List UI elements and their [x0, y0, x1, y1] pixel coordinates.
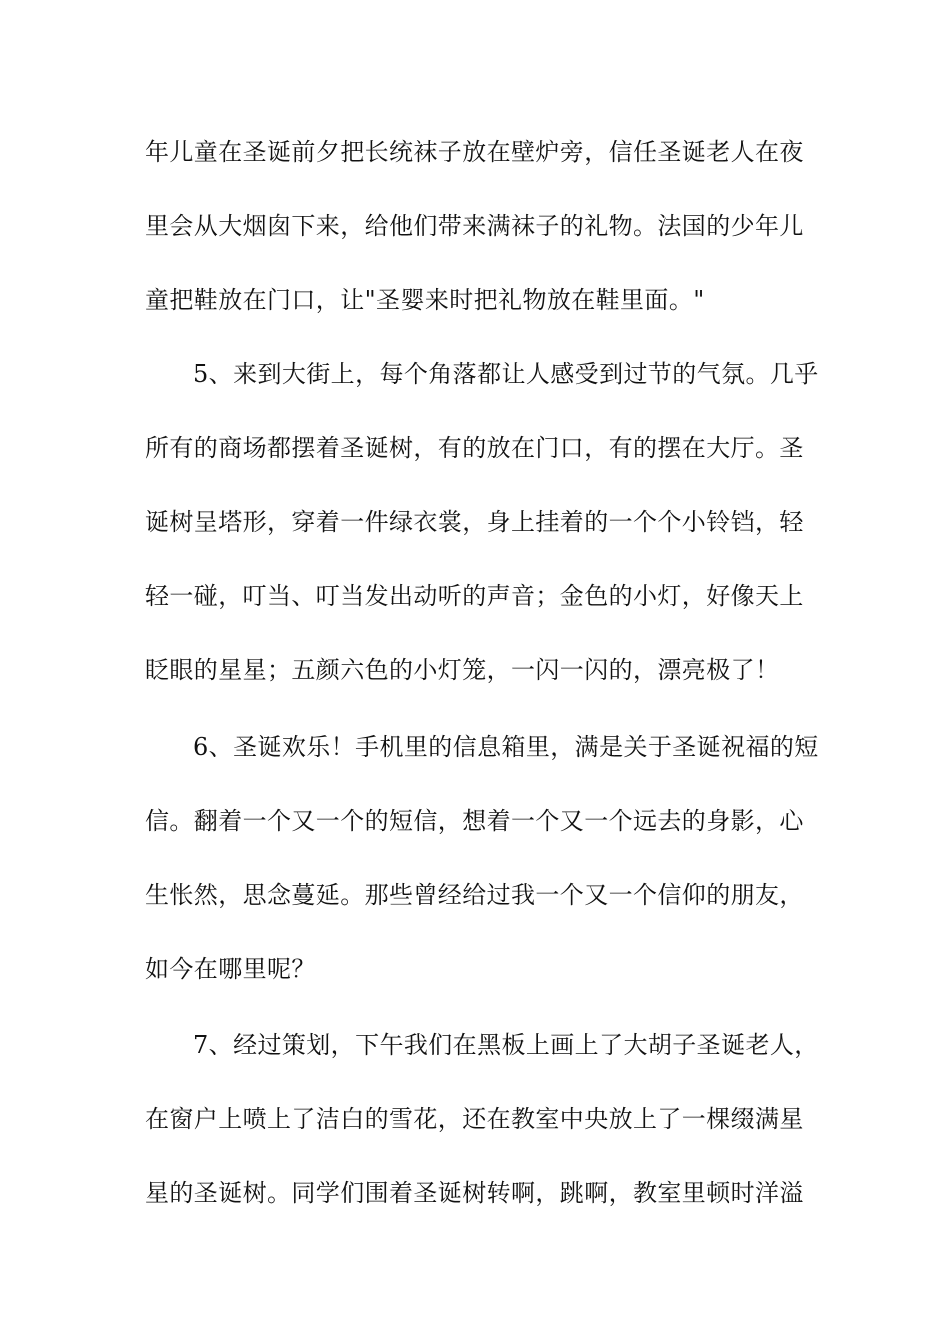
paragraph-7-line-1: 7、经过策划，下午我们在黑板上画上了大胡子圣诞老人， [193, 1031, 819, 1059]
paragraph-6-line-4: 如今在哪里呢？ [145, 955, 316, 983]
paragraph-5-line-5: 眨眼的星星；五颜六色的小灯笼，一闪一闪的，漂亮极了！ [145, 656, 780, 684]
text-line-2: 里会从大烟囱下来，给他们带来满袜子的礼物。法国的少年儿 [145, 212, 804, 240]
paragraph-5-line-2: 所有的商场都摆着圣诞树，有的放在门口，有的摆在大厅。圣 [145, 434, 804, 462]
paragraph-6-line-2: 信。翻着一个又一个的短信，想着一个又一个远去的身影，心 [145, 807, 804, 835]
paragraph-7-line-2: 在窗户上喷上了洁白的雪花，还在教室中央放上了一棵缀满星 [145, 1105, 804, 1133]
paragraph-6-line-1: 6、圣诞欢乐！手机里的信息箱里，满是关于圣诞祝福的短 [193, 733, 819, 761]
text-line-1: 年儿童在圣诞前夕把长统袜子放在壁炉旁，信任圣诞老人在夜 [145, 138, 804, 166]
text-line-3: 童把鞋放在门口，让"圣婴来时把礼物放在鞋里面。" [145, 286, 705, 314]
paragraph-5-line-1: 5、来到大街上，每个角落都让人感受到过节的气氛。几乎 [193, 360, 819, 388]
paragraph-6-line-3: 生怅然，思念蔓延。那些曾经给过我一个又一个信仰的朋友， [145, 881, 804, 909]
paragraph-7-line-3: 星的圣诞树。同学们围着圣诞树转啊，跳啊，教室里顿时洋溢 [145, 1179, 804, 1207]
paragraph-5-line-4: 轻一碰，叮当、叮当发出动听的声音；金色的小灯，好像天上 [145, 582, 804, 610]
paragraph-5-line-3: 诞树呈塔形，穿着一件绿衣裳，身上挂着的一个个小铃铛，轻 [145, 508, 804, 536]
